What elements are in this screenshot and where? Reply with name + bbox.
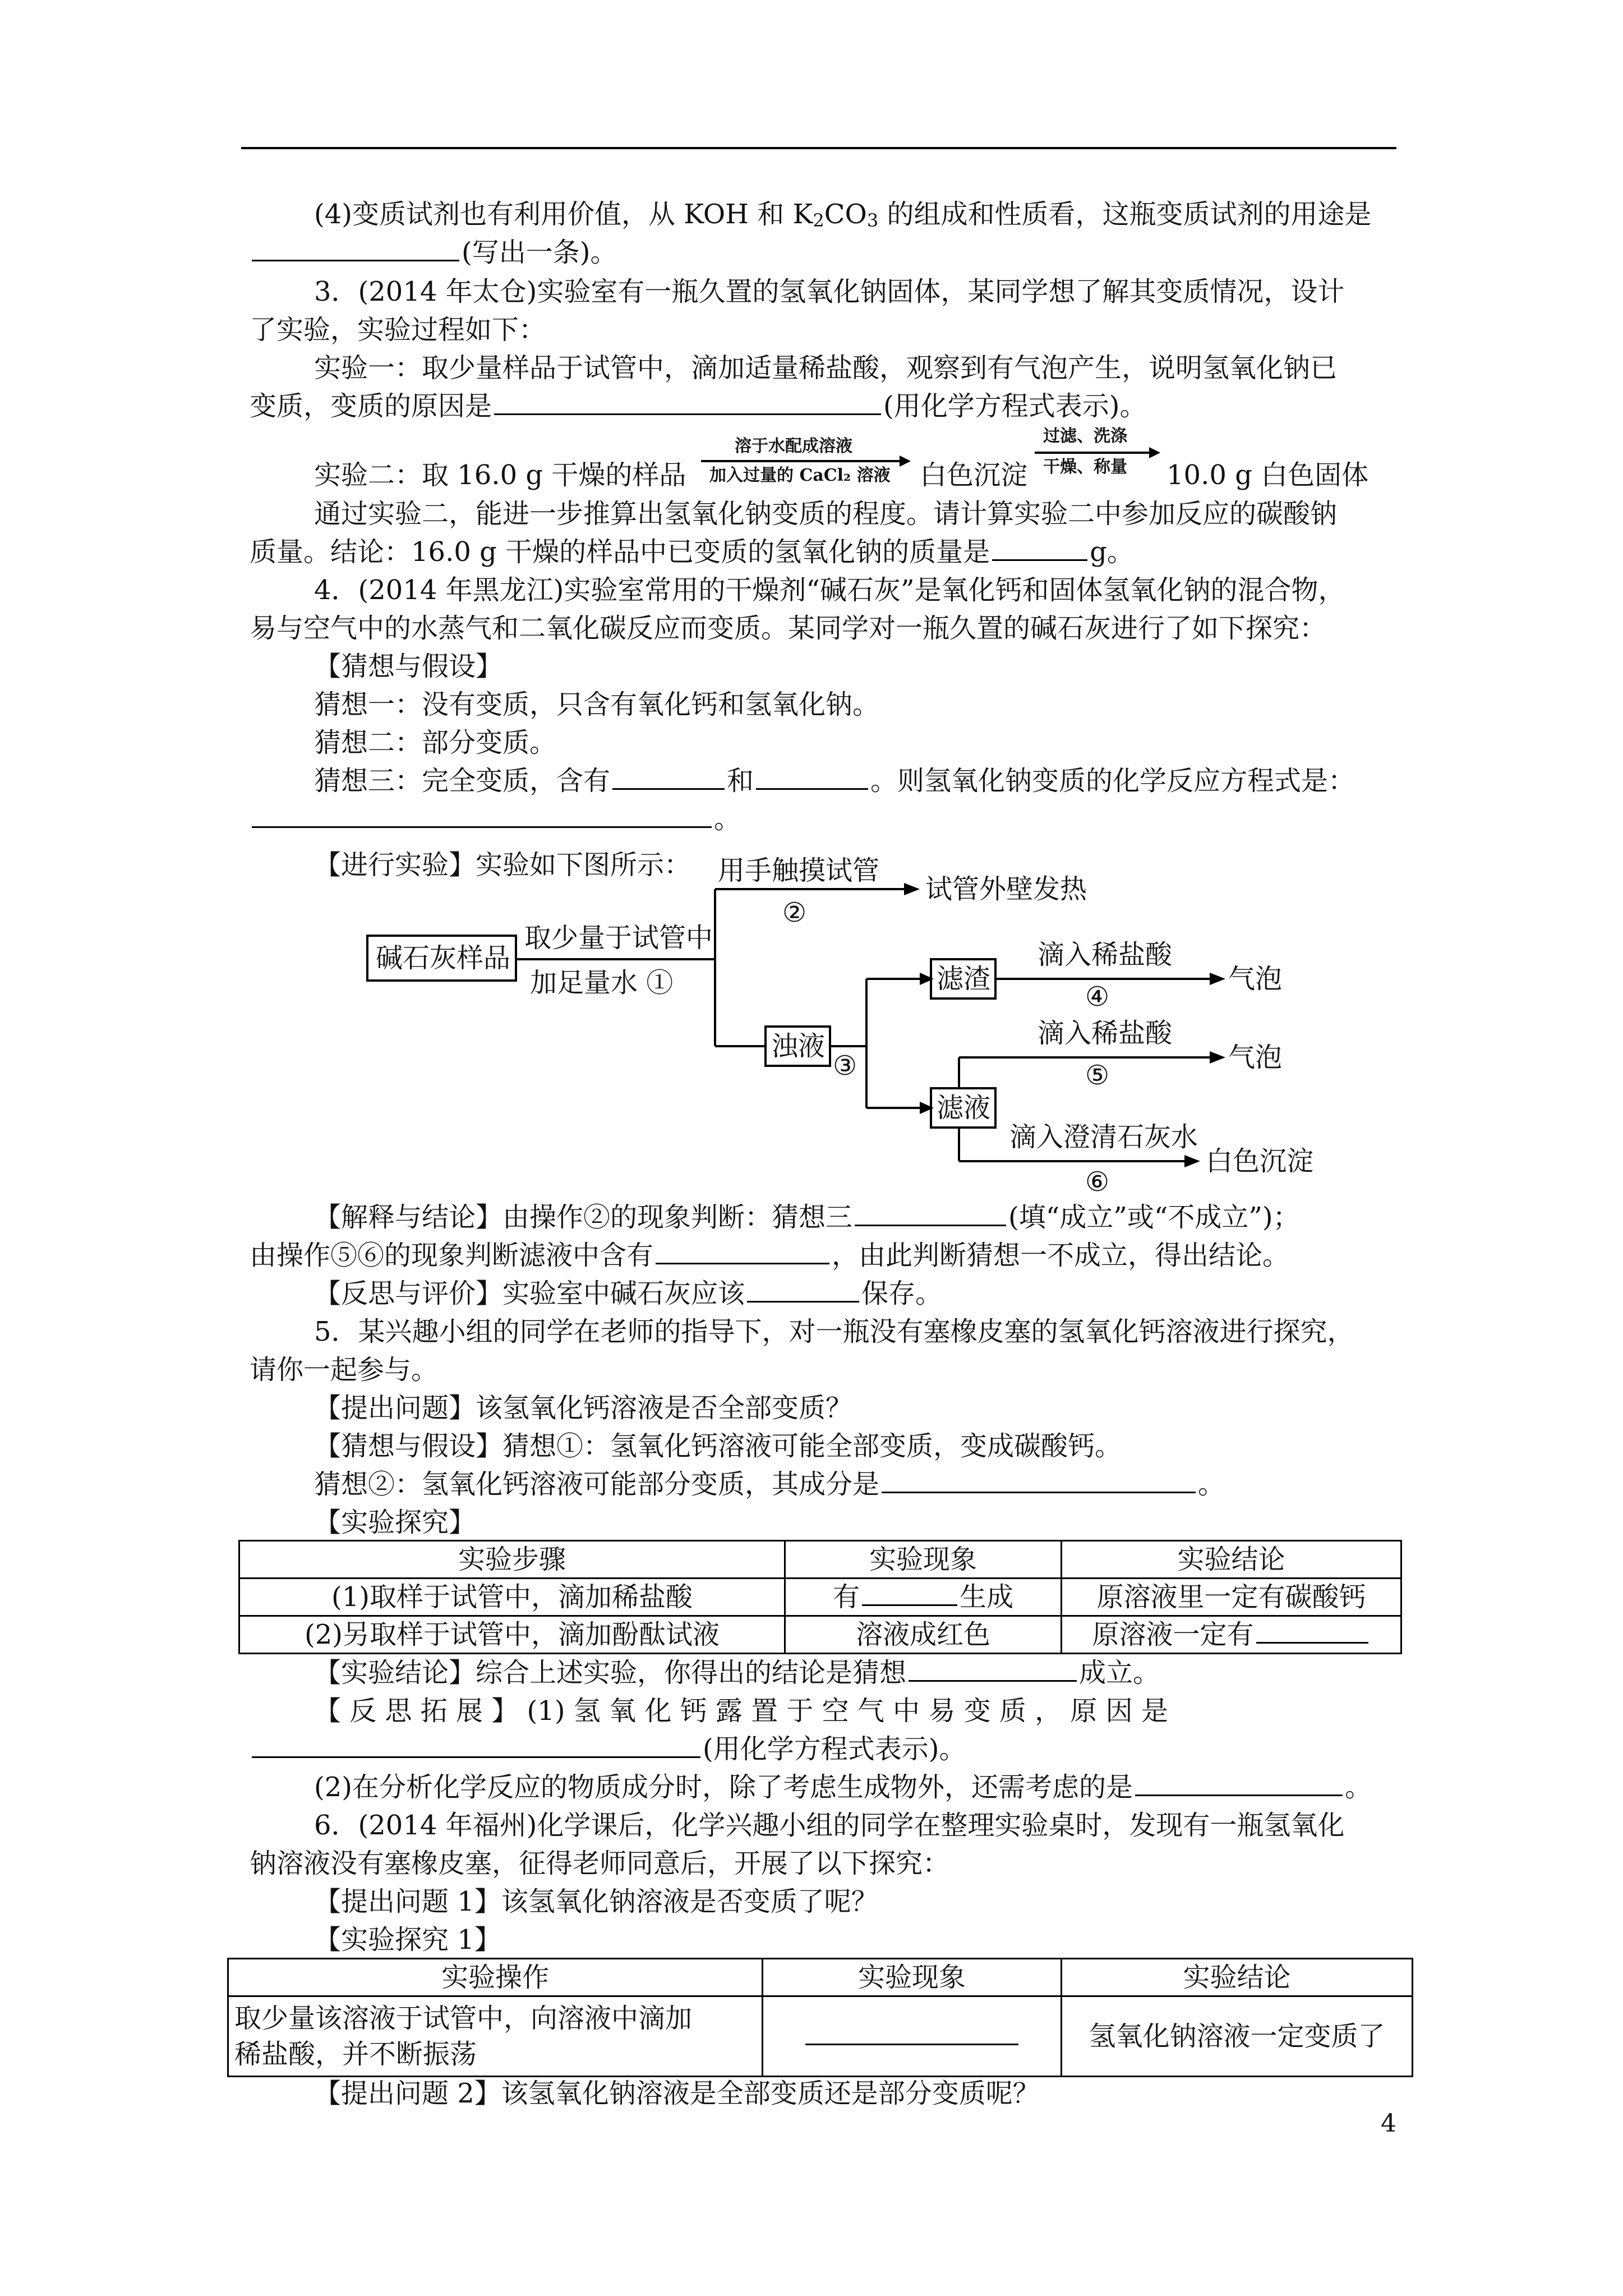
answer-blank[interactable]	[1256, 1617, 1368, 1644]
q4-guess2: 猜想二：部分变质。	[314, 727, 557, 758]
answer-blank[interactable]	[656, 1238, 829, 1264]
answer-blank[interactable]	[252, 1732, 700, 1758]
diagram-filtrate-op1: 滴入稀盐酸	[1038, 1018, 1173, 1049]
subscript: 3	[866, 210, 879, 231]
diagram-filtrate-op2: 滴入澄清石灰水	[1009, 1121, 1198, 1153]
table-cell: 有 生成	[785, 1579, 1062, 1616]
table-header-row	[228, 1959, 1413, 1996]
answer-blank[interactable]	[747, 1276, 859, 1303]
header-rule	[241, 147, 1396, 149]
q5-reflect-line3: (2)在分析化学反应的物质成分时，除了考虑生成物外，还需考虑的是 。	[314, 1769, 1372, 1805]
answer-blank[interactable]	[494, 389, 881, 415]
q3-exp2-solid: 10.0 g 白色固体	[1166, 459, 1369, 491]
q3-line2: 了实验，实验过程如下：	[250, 314, 546, 346]
diagram-residue-op: 滴入稀盐酸	[1038, 939, 1173, 970]
table-header: 实验结论	[1062, 1541, 1401, 1579]
q5-table	[238, 1540, 1402, 1654]
table-row	[239, 1616, 1401, 1654]
diagram-residue-number: ④	[1085, 981, 1110, 1013]
table-header-row	[239, 1541, 1401, 1579]
arrow1-bottom-label: 加入过量的 CaCl₂ 溶液	[709, 466, 891, 485]
arrow2-bottom-label: 干燥、称量	[1043, 457, 1127, 477]
table-header: 实验结论	[1062, 1959, 1413, 1996]
q3-line1: 3．(2014 年太仓)实验室有一瓶久置的氢氧化钠固体，某同学想了解其变质情况，设计	[314, 276, 1345, 307]
answer-blank[interactable]	[756, 763, 868, 790]
table-header: 实验现象	[785, 1541, 1062, 1579]
q6-line1: 6．(2014 年福州)化学课后，化学兴趣小组的同学在整理实验桌时，发现有一瓶氢氧化	[314, 1810, 1345, 1841]
answer-blank[interactable]	[1135, 1770, 1343, 1796]
q6-question2: 【提出问题 2】该氢氧化钠溶液是全部变质还是部分变质呢？	[314, 2078, 1040, 2109]
answer-blank[interactable]	[992, 535, 1087, 561]
q3-calc-line1: 通过实验二，能进一步推算出氢氧化钠变质的程度。请计算实验二中参加反应的碳酸钠	[314, 498, 1338, 530]
table-cell: (2)另取样于试管中，滴加酚酞试液	[239, 1616, 785, 1654]
arrow1	[701, 460, 909, 462]
q5-line1: 5．某兴趣小组的同学在老师的指导下，对一瓶没有塞橡皮塞的氢氧化钙溶液进行探究，	[314, 1316, 1354, 1347]
answer-blank[interactable]	[805, 2019, 1018, 2045]
arrow2	[1035, 452, 1158, 454]
answer-blank[interactable]	[909, 1655, 1077, 1682]
q4-line1: 4．(2014 年黑龙江)实验室常用的干燥剂“碱石灰”是氧化钙和固体氢氧化钠的混合物，	[314, 574, 1345, 606]
q5-reflect-line1: 【 反 思 拓 展 】 (1) 氢 氧 化 钙 露 置 于 空 气 中 易 变 质 ， 原 因 是	[314, 1695, 1168, 1727]
diagram-residue-box: 滤渣	[937, 963, 991, 995]
answer-blank[interactable]	[882, 1467, 1196, 1493]
q5-reflect-line2: (用化学方程式表示)。	[250, 1731, 966, 1767]
q5-conclusion: 【实验结论】综合上述实验，你得出的结论是猜想 成立。	[314, 1655, 1160, 1691]
diagram-step1-bottom: 加足量水 ①	[530, 967, 674, 999]
answer-blank[interactable]	[252, 802, 712, 828]
q6-question1: 【提出问题 1】该氢氧化钠溶液是否变质了呢？	[314, 1886, 878, 1917]
q4-equation-line: 。	[250, 801, 741, 837]
table-cell: (1)取样于试管中，滴加稀盐酸	[239, 1579, 785, 1616]
table-cell: 原溶液里一定有碳酸钙	[1062, 1579, 1401, 1616]
table-header: 实验步骤	[239, 1541, 785, 1579]
q4-guess3: 猜想三：完全变质，含有 和 。则氢氧化钠变质的化学反应方程式是：	[314, 763, 1355, 799]
q3-exp2-start: 实验二：取 16.0 g 干燥的样品	[314, 459, 686, 491]
table-row	[228, 1996, 1413, 2077]
q2-4-line2: (写出一条)。	[250, 234, 617, 270]
q6-line2: 钠溶液没有塞橡皮塞，征得老师同意后，开展了以下探究：	[250, 1848, 950, 1879]
arrow2-top-label: 过滤、洗涤	[1043, 426, 1127, 446]
q2-4-line: (4)变质试剂也有利用价值，从 KOH 和 K2CO3 的组成和性质看，这瓶变质试剂的用途是	[314, 199, 1372, 231]
table-cell: 取少量该溶液于试管中，向溶液中滴加 稀盐酸，并不断振荡	[228, 1996, 763, 2077]
answer-blank[interactable]	[252, 235, 459, 261]
diagram-step1-top: 取少量于试管中	[524, 922, 713, 954]
q3-exp1-line2: 变质，变质的原因是 (用化学方程式表示)。	[250, 388, 1146, 424]
answer-blank[interactable]	[612, 763, 725, 790]
table-cell: 溶液成红色	[785, 1616, 1062, 1654]
diagram-filtrate-box: 滤液	[937, 1092, 991, 1124]
table-cell	[763, 1996, 1062, 2077]
q5-guess1: 【猜想与假设】猜想①：氢氧化钙溶液可能全部变质，变成碳酸钙。	[314, 1430, 1122, 1462]
diagram-hot-result: 试管外壁发热	[925, 873, 1087, 905]
diagram-filtrate-result1: 气泡	[1228, 1042, 1283, 1073]
diagram-touch-number: ②	[782, 897, 807, 928]
q4-explain-line1: 【解释与结论】由操作②的现象判断：猜想三 (填“成立”或“不成立”)；	[314, 1199, 1300, 1235]
diagram-turbid-box: 浊液	[771, 1030, 826, 1062]
q3-exp2-precipitate: 白色沉淀	[920, 459, 1028, 491]
diagram-filtrate-number2: ⑥	[1085, 1166, 1110, 1198]
q5-guess2: 猜想②：氢氧化钙溶液可能部分变质，其成分是 。	[314, 1466, 1225, 1502]
q3-calc-line2: 质量。结论：16.0 g 干燥的样品中已变质的氢氧化钠的质量是 g。	[250, 534, 1134, 570]
table-header: 实验操作	[228, 1959, 763, 1996]
answer-blank[interactable]	[855, 1200, 1006, 1226]
diagram-sample-box: 碱石灰样品	[376, 942, 511, 974]
table-header: 实验现象	[763, 1959, 1062, 1996]
subscript: 2	[813, 210, 824, 231]
q4-experiment-heading: 【进行实验】实验如下图所示：	[314, 849, 691, 881]
q3-exp1-line1: 实验一：取少量样品于试管中，滴加适量稀盐酸，观察到有气泡产生，说明氢氧化钠已	[314, 352, 1338, 384]
q4-guess-heading: 【猜想与假设】	[314, 651, 503, 682]
q4-explain-line2: 由操作⑤⑥的现象判断滤液中含有 ，由此判断猜想一不成立，得出结论。	[250, 1237, 1289, 1273]
q5-line2: 请你一起参与。	[250, 1354, 439, 1386]
diagram-filtrate-result2: 白色沉淀	[1206, 1145, 1314, 1177]
table-cell: 原溶液一定有	[1062, 1616, 1401, 1654]
table-cell: 氢氧化钠溶液一定变质了	[1062, 1996, 1413, 2077]
diagram-touch-label: 用手触摸试管	[718, 855, 880, 886]
page-number: 4	[1381, 2109, 1396, 2138]
diagram-filtrate-number1: ⑤	[1085, 1060, 1110, 1091]
q4-line2: 易与空气中的水蒸气和二氧化碳反应而变质。某同学对一瓶久置的碱石灰进行了如下探究：	[250, 613, 1327, 644]
q5-question: 【提出问题】该氢氧化钙溶液是否全部变质？	[314, 1392, 853, 1424]
q6-table	[227, 1958, 1413, 2077]
q4-guess1: 猜想一：没有变质，只含有氧化钙和氢氧化钠。	[314, 689, 880, 720]
answer-blank[interactable]	[862, 1580, 957, 1606]
q5-explore-heading: 【实验探究】	[314, 1507, 476, 1538]
table-row	[239, 1579, 1401, 1616]
diagram-turbid-number: ③	[833, 1050, 857, 1082]
q6-explore1-heading: 【实验探究 1】	[314, 1924, 501, 1955]
arrow1-top-label: 溶于水配成溶液	[735, 436, 852, 456]
diagram-residue-result: 气泡	[1228, 963, 1283, 995]
q4-reflect-line: 【反思与评价】实验室中碱石灰应该 保存。	[314, 1276, 942, 1312]
